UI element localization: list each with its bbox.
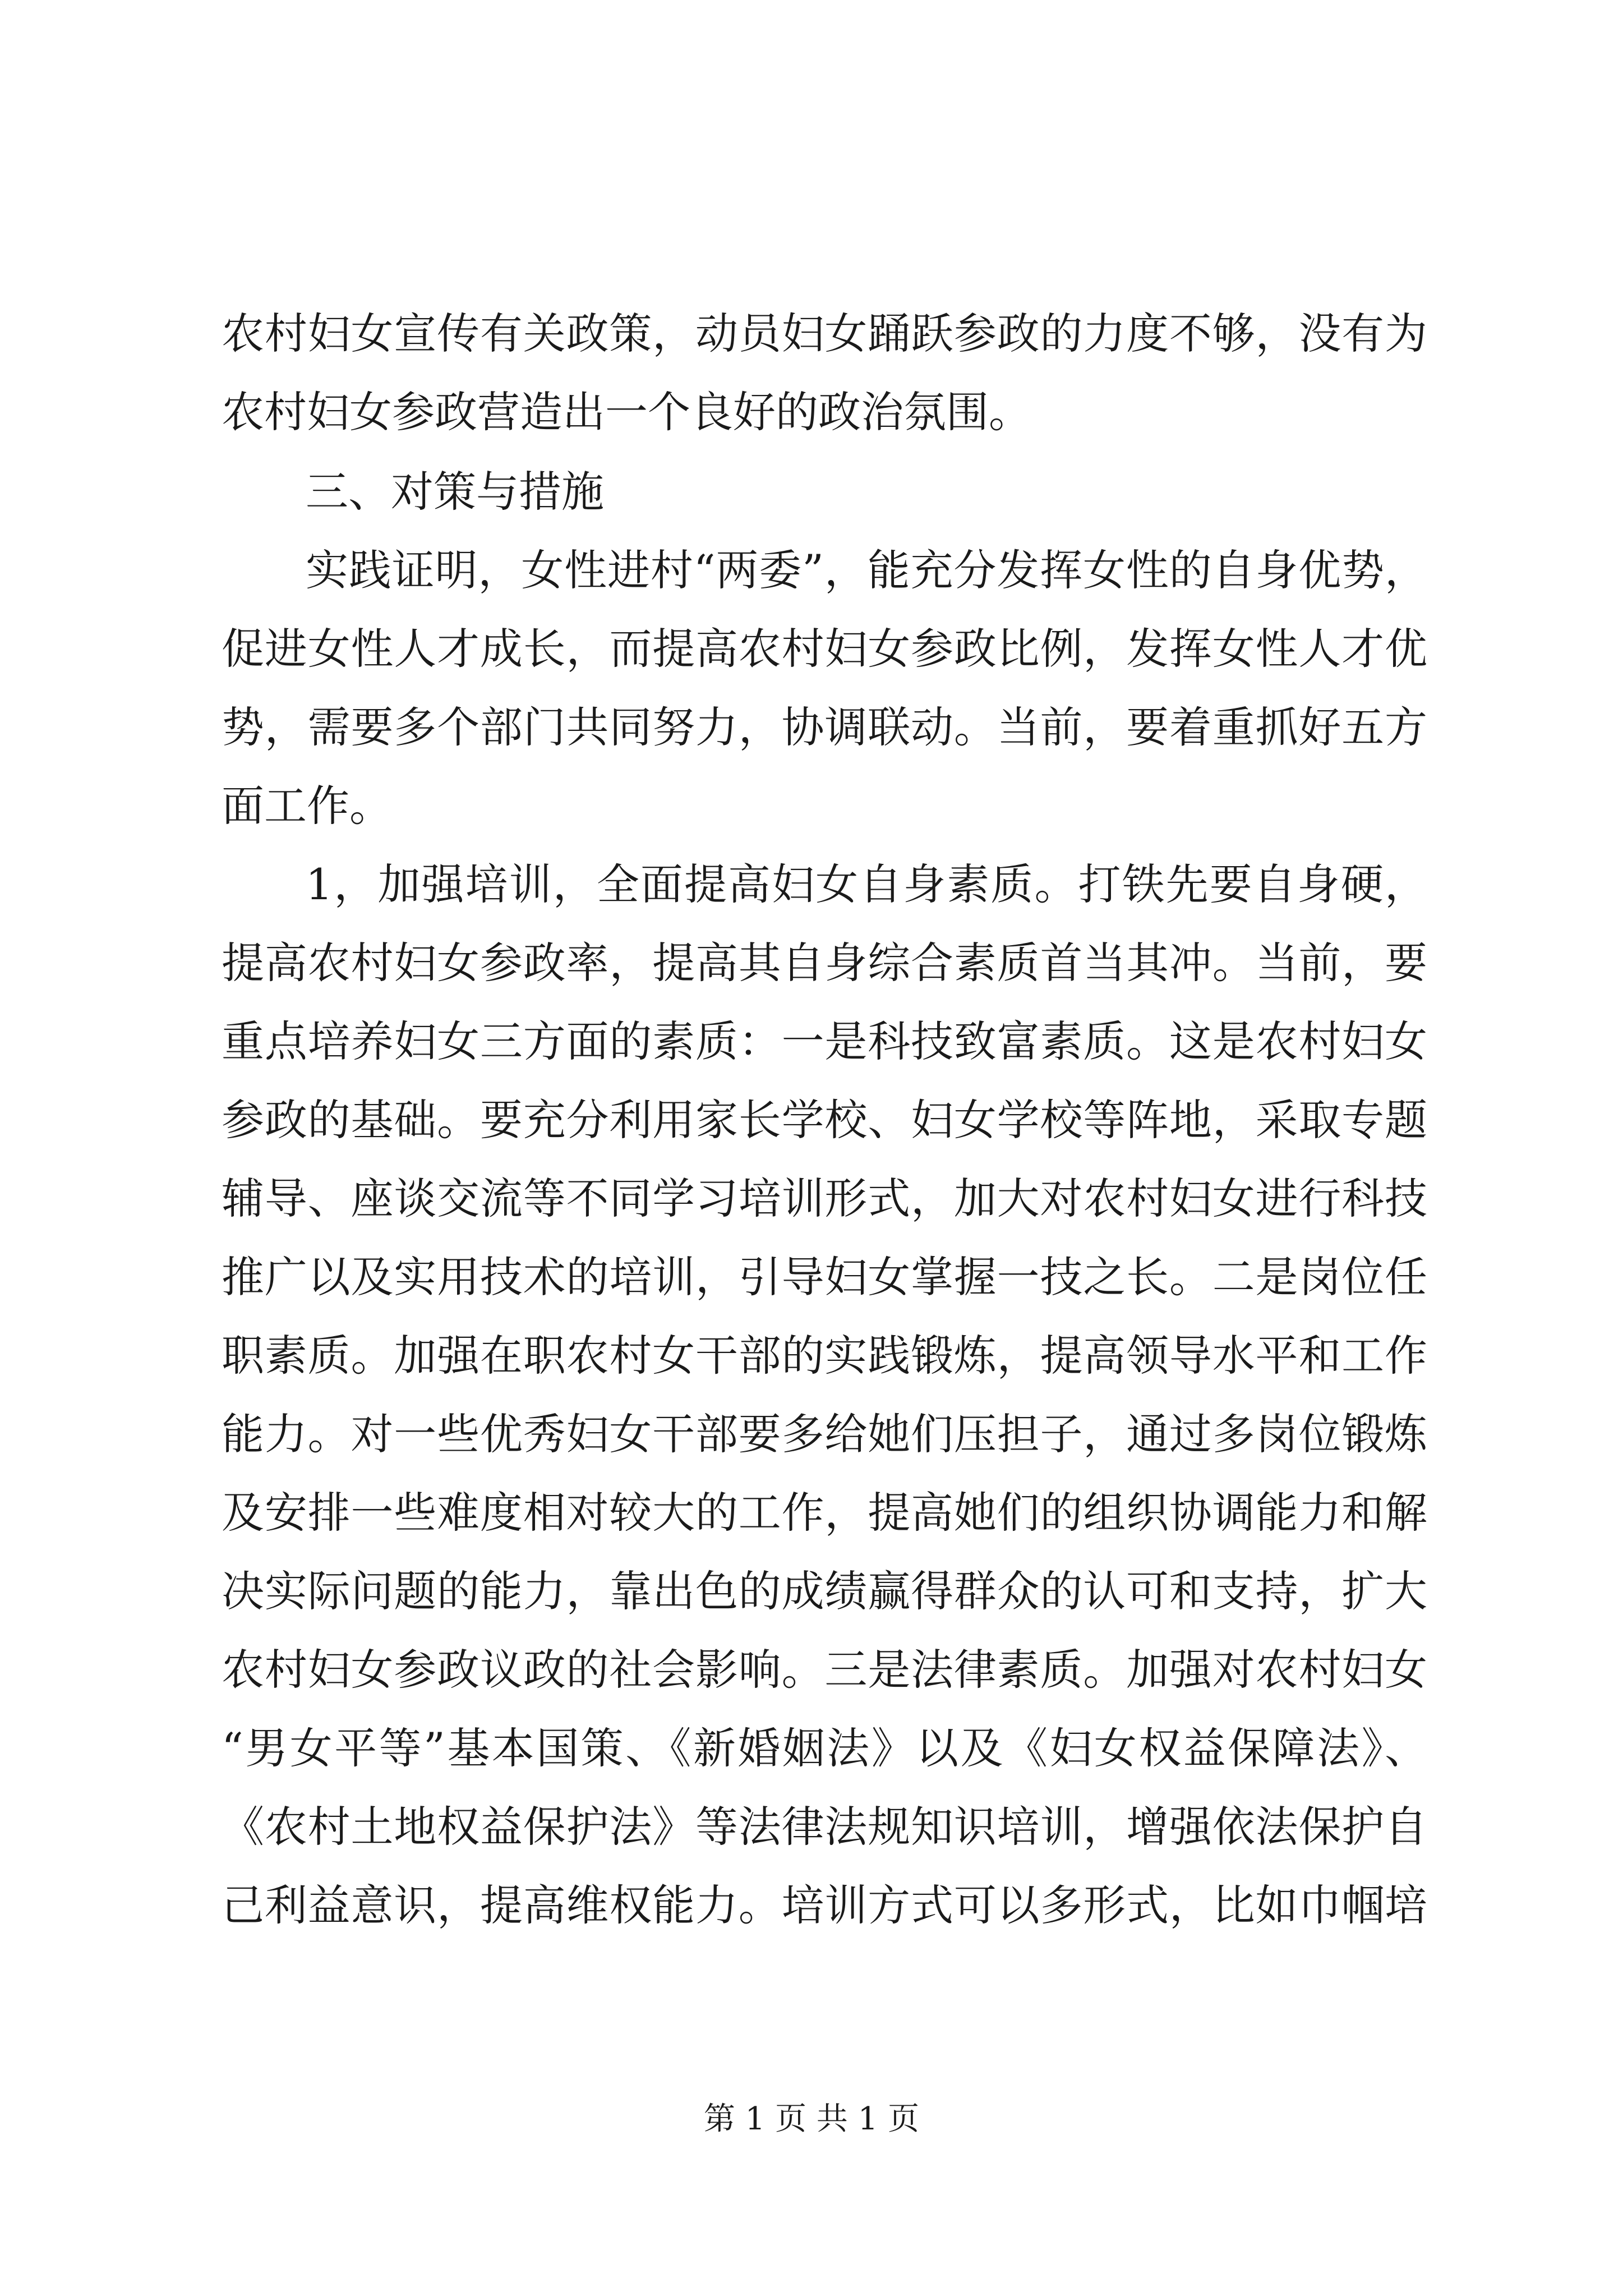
paragraph-line: 能力。对一些优秀妇女干部要多给她们压担子，通过多岗位锻炼 [222,1409,1427,1459]
paragraph-line: 参政的基础。要充分利用家长学校、妇女学校等阵地，采取专题 [222,1095,1427,1145]
paragraph-line: 决实际问题的能力，靠出色的成绩赢得群众的认可和支持，扩大 [222,1566,1427,1616]
paragraph-line: 农村妇女宣传有关政策，动员妇女踊跃参政的力度不够，没有为 [222,309,1427,358]
paragraph-line: “男女平等”基本国策、《新婚姻法》以及《妇女权益保障法》、 [222,1723,1427,1773]
paragraph-line: 及安排一些难度相对较大的工作，提高她们的组织协调能力和解 [222,1488,1427,1538]
paragraph-line: 势，需要多个部门共同努力，协调联动。当前，要着重抓好五方 [222,702,1427,752]
paragraph-line: 面工作。 [222,781,392,831]
paragraph-line: 推广以及实用技术的培训，引导妇女掌握一技之长。二是岗位任 [222,1252,1427,1302]
paragraph-line: 职素质。加强在职农村女干部的实践锻炼，提高领导水平和工作 [222,1331,1427,1381]
paragraph-line: 农村妇女参政营造出一个良好的政治氛围。 [222,387,1031,437]
paragraph-line: 己利益意识，提高维权能力。培训方式可以多形式，比如巾帼培 [222,1880,1427,1930]
paragraph-line: 1，加强培训，全面提高妇女自身素质。打铁先要自身硬， [306,859,1427,909]
paragraph-line: 实践证明，女性进村“两委”，能充分发挥女性的自身优势， [306,545,1427,595]
page-footer: 第 1 页 共 1 页 [703,2101,920,2137]
section-heading: 三、对策与措施 [306,467,604,517]
paragraph-line: 重点培养妇女三方面的素质：一是科技致富素质。这是农村妇女 [222,1016,1427,1066]
paragraph-line: 辅导、座谈交流等不同学习培训形式，加大对农村妇女进行科技 [222,1174,1427,1223]
paragraph-line: 农村妇女参政议政的社会影响。三是法律素质。加强对农村妇女 [222,1645,1427,1695]
paragraph-line: 《农村土地权益保护法》等法律法规知识培训，增强依法保护自 [222,1802,1427,1852]
paragraph-line: 提高农村妇女参政率，提高其自身综合素质首当其冲。当前，要 [222,938,1427,988]
paragraph-line: 促进女性人才成长，而提高农村妇女参政比例，发挥女性人才优 [222,624,1427,674]
